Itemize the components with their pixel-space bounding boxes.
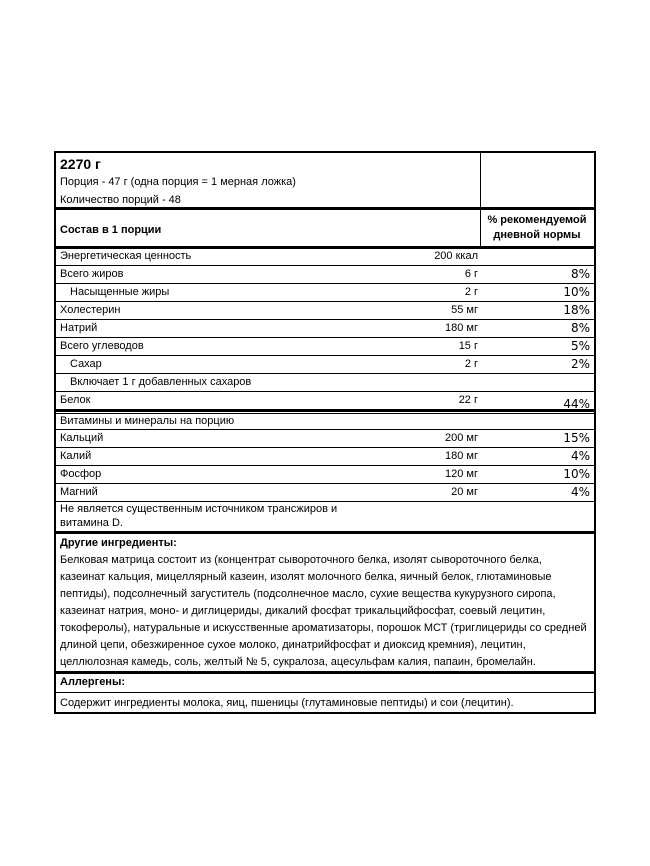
row-name: Энергетическая ценность [60,250,192,262]
row-amount: 200 мг [445,432,478,444]
ingredients-text: Белковая матрица состоит из (концентрат сывороточного белка, изолят сывороточного белка, казеинат кальция, мицеллярный казеин, изолят молочного белка, яичный белок, глютаминовые пептиды), подсолнечный загуститель (подсолнечное масло, сухие вещества кукурузного сиропа, казеинат натрия, моно- и диглицериды, дикалий фосфат трикальцийфосфат, соевый лецитин, токоферолы), натуральные и искусственные ароматизаторы, порошок МСТ (триглицериды со средней длиной цепи, обезжиренное сухое молоко, динатрийфосфат и диоксид кремния), лецитин, целлюлозная камедь, соль, желтый № 5, сукралоза, ацесульфам калия, папаин, бромелайн. [60,554,587,668]
row-amount: 120 мг [445,468,478,480]
row-name: Всего жиров [60,268,124,280]
allergens-text: Содержит ингредиенты молока, яиц, пшеницы (глутаминовые пептиды) и сои (лецитин). [60,697,514,709]
row-name: Натрий [60,322,98,334]
row-daily-value: 4% [570,485,590,499]
nutrition-facts-table [54,151,596,714]
row-divider [56,265,594,266]
row-daily-value: 4% [570,449,590,463]
row-divider [56,337,594,338]
divider [56,531,594,534]
dv-header-divider [480,209,481,246]
row-amount: 22 г [458,394,478,406]
row-amount: 180 мг [445,450,478,462]
row-daily-value: 2% [570,357,590,371]
row-divider [56,465,594,466]
footnote-line1: Не является существенным источником трансжиров и [60,503,338,515]
row-amount: 20 мг [451,486,478,498]
divider [56,671,594,674]
row-name: Калий [60,450,92,462]
vitamins-title: Витамины и минералы на порцию [60,415,235,427]
row-amount: 180 мг [445,322,478,334]
serving-size: Порция - 47 г (одна порция = 1 мерная ложка) [60,176,296,188]
row-divider [56,447,594,448]
row-name: Включает 1 г добавленных сахаров [70,376,252,388]
row-amount: 15 г [458,340,478,352]
row-divider [56,373,594,374]
row-name: Насыщенные жиры [70,286,170,298]
row-name: Всего углеводов [60,340,144,352]
row-daily-value: 44% [563,397,590,411]
ingredients-title: Другие ингредиенты: [60,537,177,549]
footnote-line2: витамина D. [60,517,123,529]
divider [56,207,594,210]
row-divider [56,283,594,284]
net-weight: 2270 г [60,156,101,172]
divider [56,409,594,412]
row-divider [56,483,594,484]
row-daily-value: 18% [563,303,590,317]
row-divider [56,301,594,302]
row-divider [56,319,594,320]
row-daily-value: 8% [570,321,590,335]
header-divider [480,153,481,207]
row-daily-value: 5% [570,339,590,353]
row-daily-value: 15% [563,431,590,445]
row-daily-value: 10% [563,467,590,481]
dv-header-line2: дневной нормы [493,229,581,241]
dv-header [482,213,592,243]
row-name: Кальций [60,432,104,444]
row-name: Сахар [70,358,102,370]
row-amount: 6 г [464,268,478,280]
divider [56,692,594,693]
row-amount: 200 ккал [434,250,478,262]
row-daily-value: 8% [570,267,590,281]
row-name: Магний [60,486,98,498]
servings-count: Количество порций - 48 [60,194,181,206]
divider [56,429,594,430]
allergens-title: Аллергены: [60,676,126,688]
row-amount: 55 мг [451,304,478,316]
dv-header-line1: % рекомендуемой [487,214,587,226]
row-name: Белок [60,394,91,406]
composition-header: Состав в 1 порции [60,224,162,236]
row-divider [56,391,594,392]
row-daily-value: 10% [563,285,590,299]
row-name: Фосфор [60,468,102,480]
row-divider [56,355,594,356]
row-amount: 2 г [464,286,478,298]
row-amount: 2 г [464,358,478,370]
row-name: Холестерин [60,304,121,316]
